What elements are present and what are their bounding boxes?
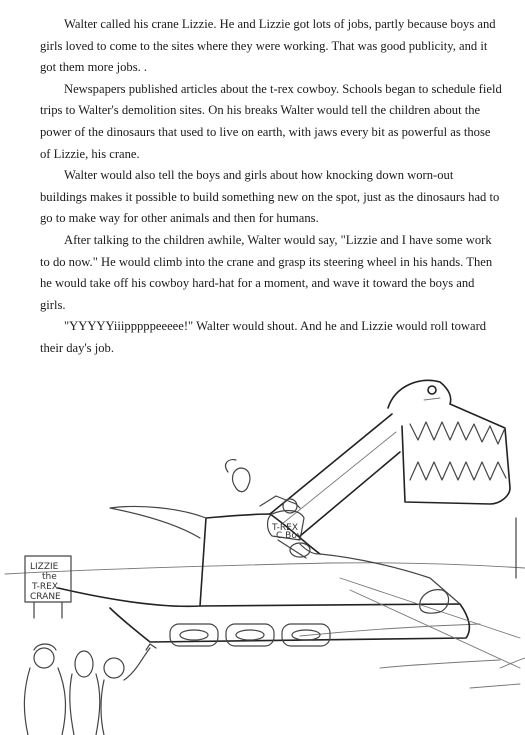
story-paragraph-3: Walter would also tell the boys and girls about how knocking down worn-out buildings makes it possible to build something new on the spot, just as the dinosaurs had to go to make way for other animals and then for humans. xyxy=(40,168,500,226)
crane-illustration xyxy=(0,368,525,735)
right-edge-sketch xyxy=(470,518,525,688)
driver-shirt-line-2: C.Boy xyxy=(276,531,303,541)
sign-line-1: LIZZIE xyxy=(30,562,59,572)
driver-shirt-line-1: T-REX xyxy=(272,523,299,533)
ground-line xyxy=(5,563,525,668)
story-paragraph-5: "YYYYYiiipppppeeeee!" Walter would shout. And he and Lizzie would roll toward their day's job. xyxy=(40,319,487,355)
children-group xyxy=(24,644,156,735)
story-paragraph-4: After talking to the children awhile, Walter would say, "Lizzie and I have some work to do now." He would climb into the crane and grasp its steering wheel in his hands. Then he would take off his cowboy hard-hat for a moment, and wave it toward the boys and girls. xyxy=(40,232,493,312)
story-paragraph-2: Newspapers published articles about the t-rex cowboy. Schools began to schedule field trips to Walter's demolition sites. On his breaks Walter would tell the children about the power of the dinosaurs that used to live on earth, with jaws every bit as powerful as those of Lizzie, his crane. xyxy=(40,81,502,161)
lizzie-sign xyxy=(25,556,71,618)
trex-head-bucket xyxy=(388,380,510,504)
story-paragraph-1: Walter called his crane Lizzie. He and Lizzie got lots of jobs, partly because boys and girls loved to come to the sites where they were working. That was good publicity, and it got them more jobs. . xyxy=(40,17,496,75)
sign-line-2: the xyxy=(42,572,57,582)
sign-line-3: T-REX xyxy=(32,582,59,592)
sign-line-4: CRANE xyxy=(30,592,61,602)
crane-arm xyxy=(270,414,400,536)
cowboy-driver xyxy=(226,460,318,558)
story-text xyxy=(40,14,502,360)
